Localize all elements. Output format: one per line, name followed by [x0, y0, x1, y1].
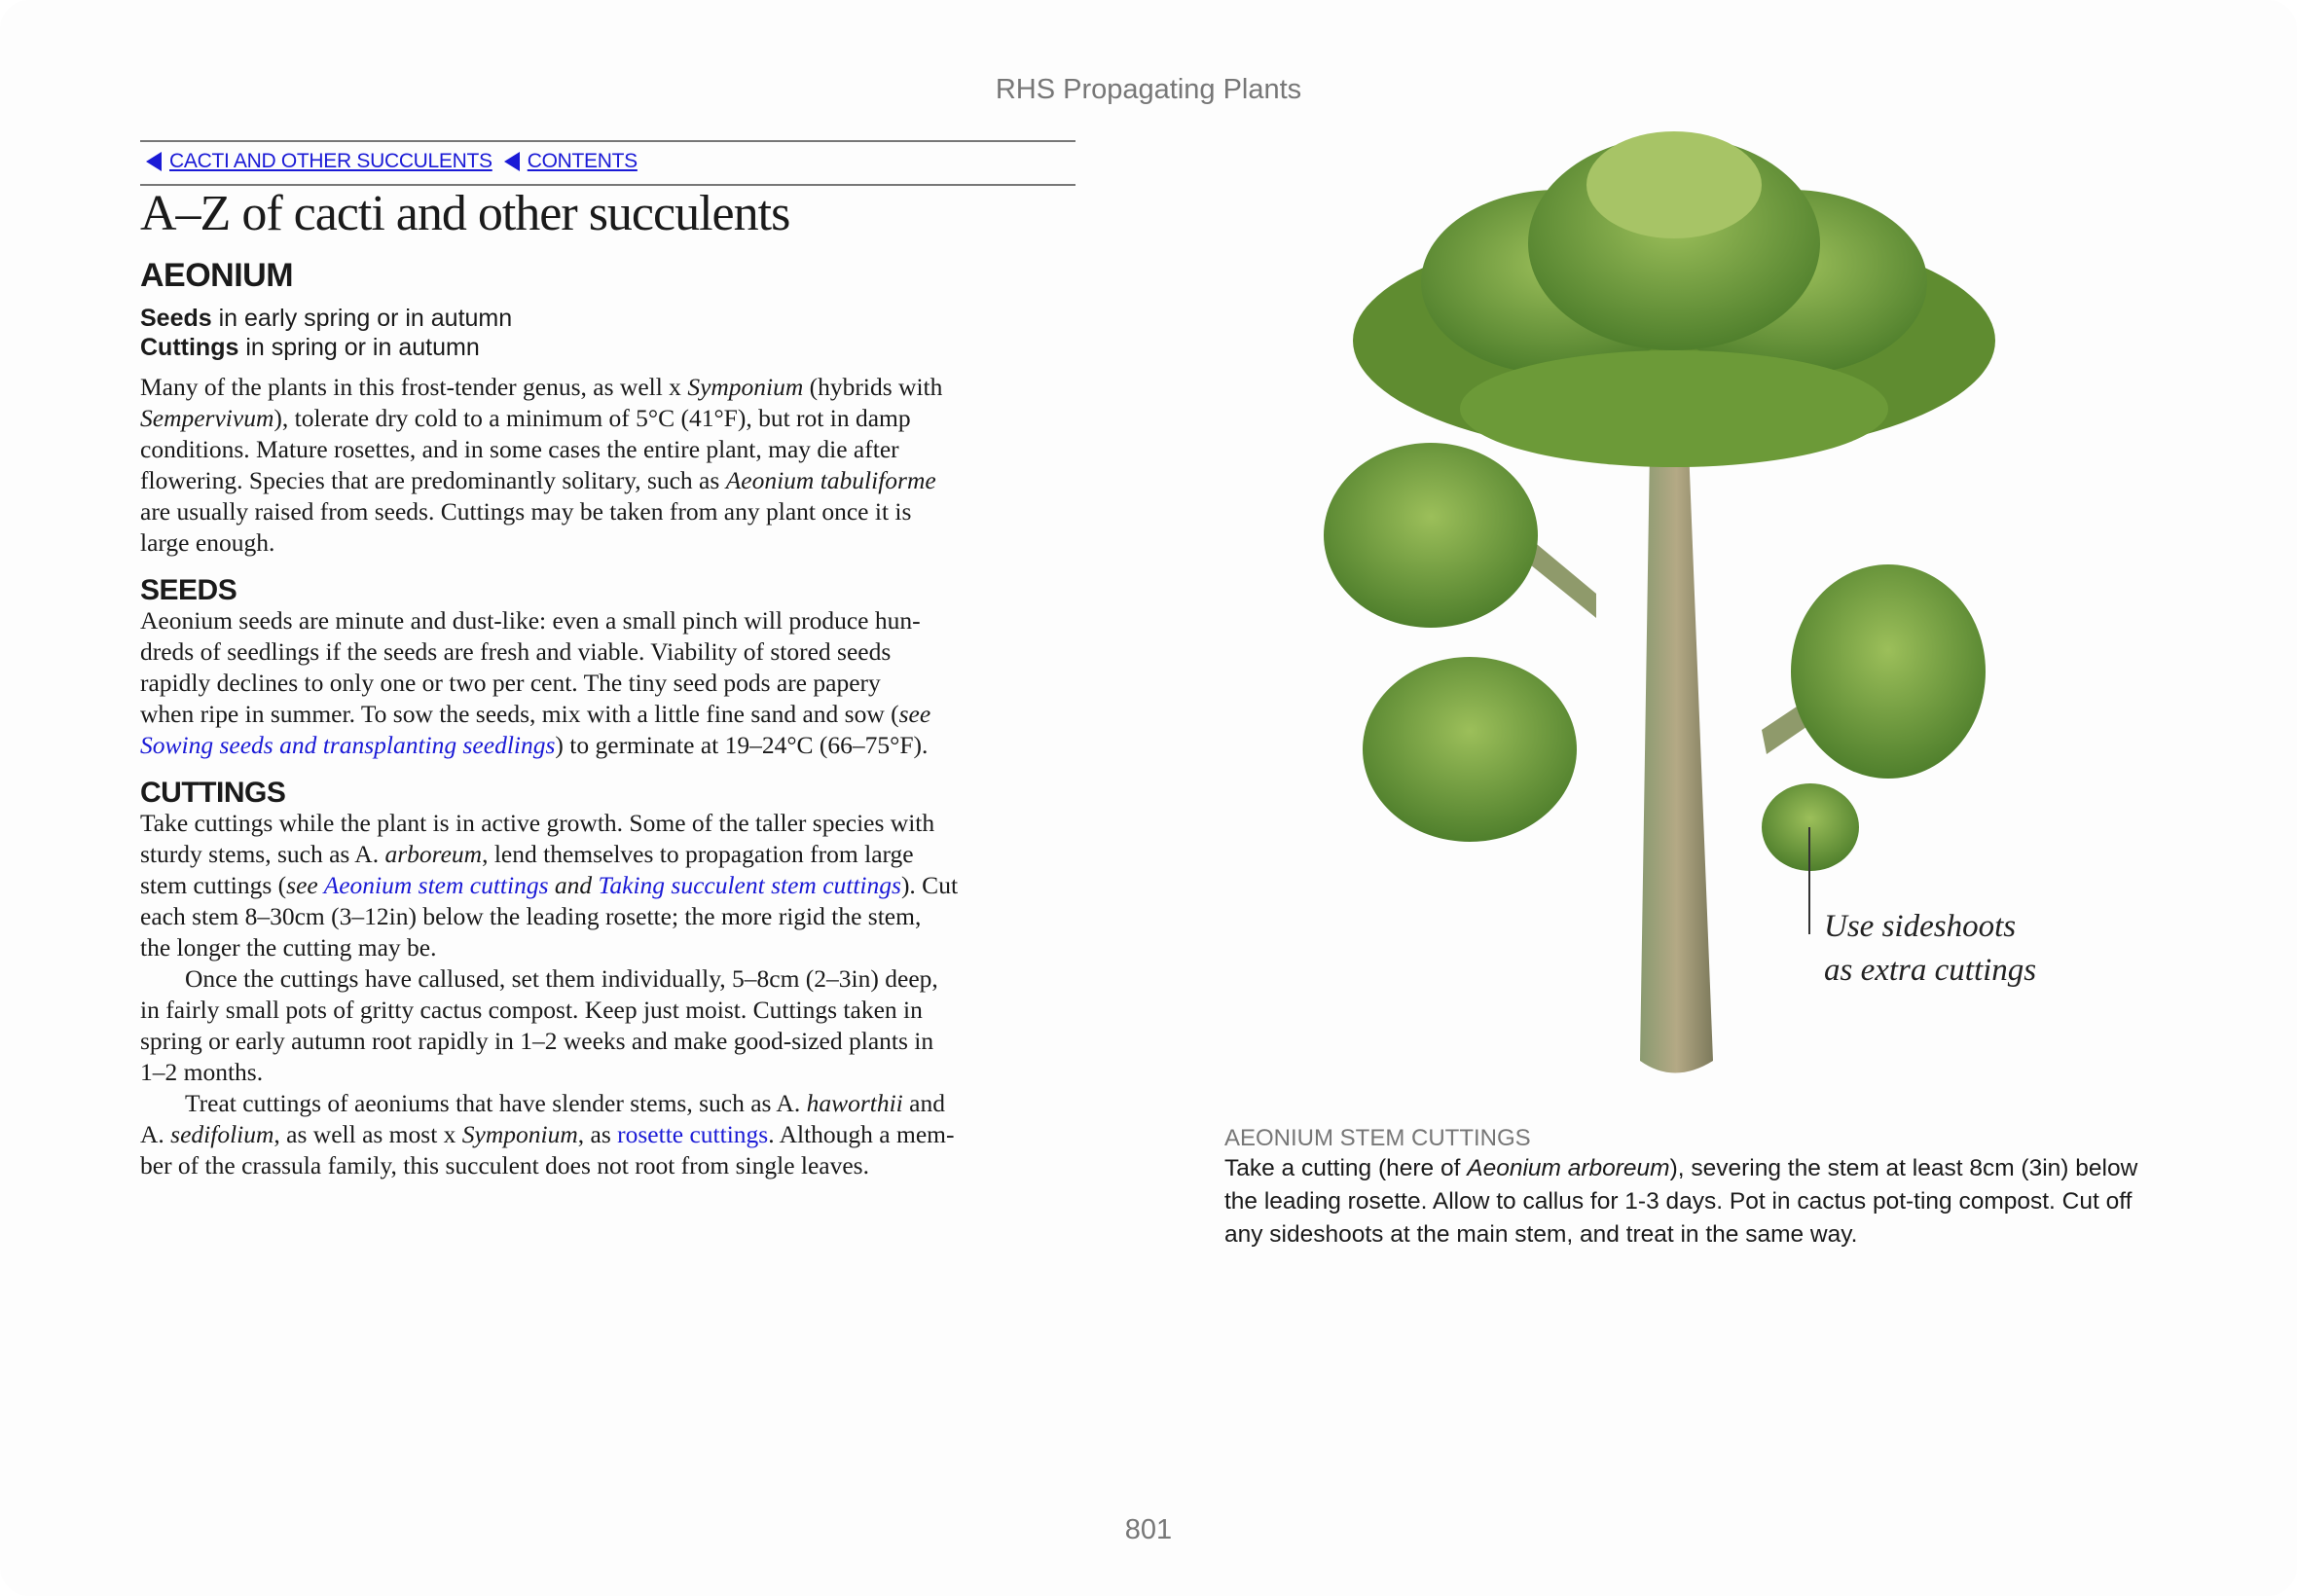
body-text: stem cuttings (	[140, 871, 287, 899]
italic-text: Symponium	[687, 373, 804, 401]
body-text: , as	[577, 1120, 618, 1148]
breadcrumb-link-contents[interactable]: CONTENTS	[527, 150, 638, 172]
text-line	[140, 1026, 1079, 1057]
body-text: conditions. Mature rosettes, and in some cases the entire plant, may die after	[140, 435, 899, 463]
seeds-paragraph	[140, 605, 1079, 761]
text-line	[140, 403, 1079, 434]
text-line	[140, 963, 1079, 995]
propagation-summary	[140, 304, 512, 362]
text-line	[140, 605, 1079, 636]
body-text: when ripe in summer. To sow the seeds, mix with a little fine sand and sow (	[140, 700, 899, 728]
cuttings-timing: in spring or in autumn	[238, 334, 480, 361]
seeds-timing: in early spring or in autumn	[211, 305, 513, 332]
text-line	[140, 901, 1079, 932]
body-text: flowering. Species that are predominantly solitary, such as	[140, 466, 726, 494]
body-text: A.	[140, 1120, 171, 1148]
italic-text: arboreum	[384, 840, 483, 868]
body-text: , lend themselves to propagation from large	[482, 840, 914, 868]
cross-reference-link[interactable]: Aeonium stem cuttings	[323, 871, 549, 899]
text-line	[140, 434, 1079, 465]
cuttings-label: Cuttings	[140, 334, 239, 361]
text-line	[140, 1057, 1079, 1088]
body-text: are usually raised from seeds. Cuttings may be taken from any plant once it is	[140, 497, 912, 526]
main-rosette	[1353, 131, 1995, 467]
italic-text: see	[898, 700, 931, 728]
text-line	[140, 465, 1079, 496]
text-line	[140, 636, 1079, 668]
body-text: Aeonium seeds are minute and dust-like: even a small pinch will produce hun-	[140, 606, 921, 635]
text-line	[140, 527, 1079, 559]
text-line	[140, 1119, 1079, 1150]
caption-text: Take a cutting (here of	[1224, 1155, 1468, 1181]
body-text: Treat cuttings of aeoniums that have slender stems, such as A.	[185, 1089, 807, 1117]
intro-paragraph	[140, 372, 1079, 559]
text-line	[140, 995, 1079, 1026]
cross-reference-link[interactable]: Sowing seeds and transplanting seedlings	[140, 731, 556, 759]
body-text: , as well as most x	[273, 1120, 462, 1148]
body-text: Once the cuttings have callused, set them individually, 5–8cm (2–3in) deep,	[185, 964, 938, 993]
main-stem	[1640, 448, 1713, 1073]
body-text: (hybrids with	[803, 373, 943, 401]
text-line	[140, 1088, 1079, 1119]
body-text: in fairly small pots of gritty cactus compost. Keep just moist. Cuttings taken in	[140, 996, 923, 1024]
text-line	[140, 668, 1079, 699]
italic-text: haworthii	[806, 1089, 903, 1117]
italic-text: see	[286, 871, 324, 899]
body-text: the longer the cutting may be.	[140, 933, 437, 961]
text-line	[140, 839, 1079, 870]
genus-heading: AEONIUM	[140, 257, 294, 294]
seeds-label: Seeds	[140, 305, 212, 332]
body-text: each stem 8–30cm (3–12in) below the leading rosette; the more rigid the stem,	[140, 902, 922, 930]
book-title: RHS Propagating Plants	[995, 74, 1302, 105]
back-arrow-icon[interactable]	[146, 152, 162, 171]
body-text: and	[902, 1089, 945, 1117]
text-line	[140, 730, 1079, 761]
text-line	[140, 372, 1079, 403]
italic-text: and	[548, 871, 599, 899]
cuttings-paragraph	[140, 808, 1079, 1181]
text-line	[140, 808, 1079, 839]
text-line	[140, 870, 1079, 901]
breadcrumb	[142, 150, 638, 173]
body-text: large enough.	[140, 528, 275, 557]
caption-body	[1224, 1152, 2159, 1251]
text-line	[140, 1150, 1079, 1181]
seeds-heading: SEEDS	[140, 574, 237, 606]
cross-reference-link[interactable]: rosette cuttings	[617, 1120, 769, 1148]
body-text: 1–2 months.	[140, 1058, 264, 1086]
page-title: A–Z of cacti and other succulents	[140, 186, 790, 241]
body-text: Take cuttings while the plant is in active growth. Some of the taller species with	[140, 809, 935, 837]
text-line	[140, 932, 1079, 963]
text-line	[140, 699, 1079, 730]
page-number: 801	[1124, 1514, 1173, 1545]
body-text: ber of the crassula family, this succulent does not root from single leaves.	[140, 1151, 869, 1179]
cuttings-heading: CUTTINGS	[140, 777, 286, 809]
body-text: sturdy stems, such as A.	[140, 840, 385, 868]
callout-line: Use sideshoots	[1824, 909, 2017, 944]
text-line	[140, 496, 1079, 527]
cross-reference-link[interactable]: Taking succulent stem cuttings	[598, 871, 901, 899]
body-text: ) to germinate at 19–24°C (66–75°F).	[555, 731, 929, 759]
figure-callout	[1824, 905, 2036, 993]
back-arrow-icon[interactable]	[504, 152, 520, 171]
body-text: rapidly declines to only one or two per cent. The tiny seed pods are papery	[140, 669, 881, 697]
top-rule	[140, 140, 1076, 142]
caption-text: ), severing the stem at least 8cm (3in) below the leading rosette. Allow to callus for 1-3 days. Pot in cactus pot-ting compost. Cut off any sideshoots at the main stem, and treat in the same way.	[1224, 1155, 2138, 1248]
caption-species: Aeonium arboreum	[1467, 1155, 1670, 1181]
caption-title: AEONIUM STEM CUTTINGS	[1224, 1125, 1531, 1151]
callout-line: as extra cuttings	[1824, 953, 2037, 988]
italic-text: Sempervivum	[140, 404, 274, 432]
body-text: . Although a mem-	[768, 1120, 955, 1148]
body-text: spring or early autumn root rapidly in 1–2 weeks and make good-sized plants in	[140, 1027, 934, 1055]
body-text: ), tolerate dry cold to a minimum of 5°C (41°F), but rot in damp	[273, 404, 911, 432]
body-text: Many of the plants in this frost-tender genus, as well x	[140, 373, 688, 401]
italic-text: Aeonium tabuliforme	[725, 466, 936, 494]
italic-text: Symponium	[461, 1120, 578, 1148]
body-text: ). Cut	[900, 871, 959, 899]
italic-text: sedifolium	[170, 1120, 274, 1148]
body-text: dreds of seedlings if the seeds are fresh and viable. Viability of stored seeds	[140, 637, 892, 666]
breadcrumb-link-cacti[interactable]: CACTI AND OTHER SUCCULENTS	[169, 150, 492, 172]
